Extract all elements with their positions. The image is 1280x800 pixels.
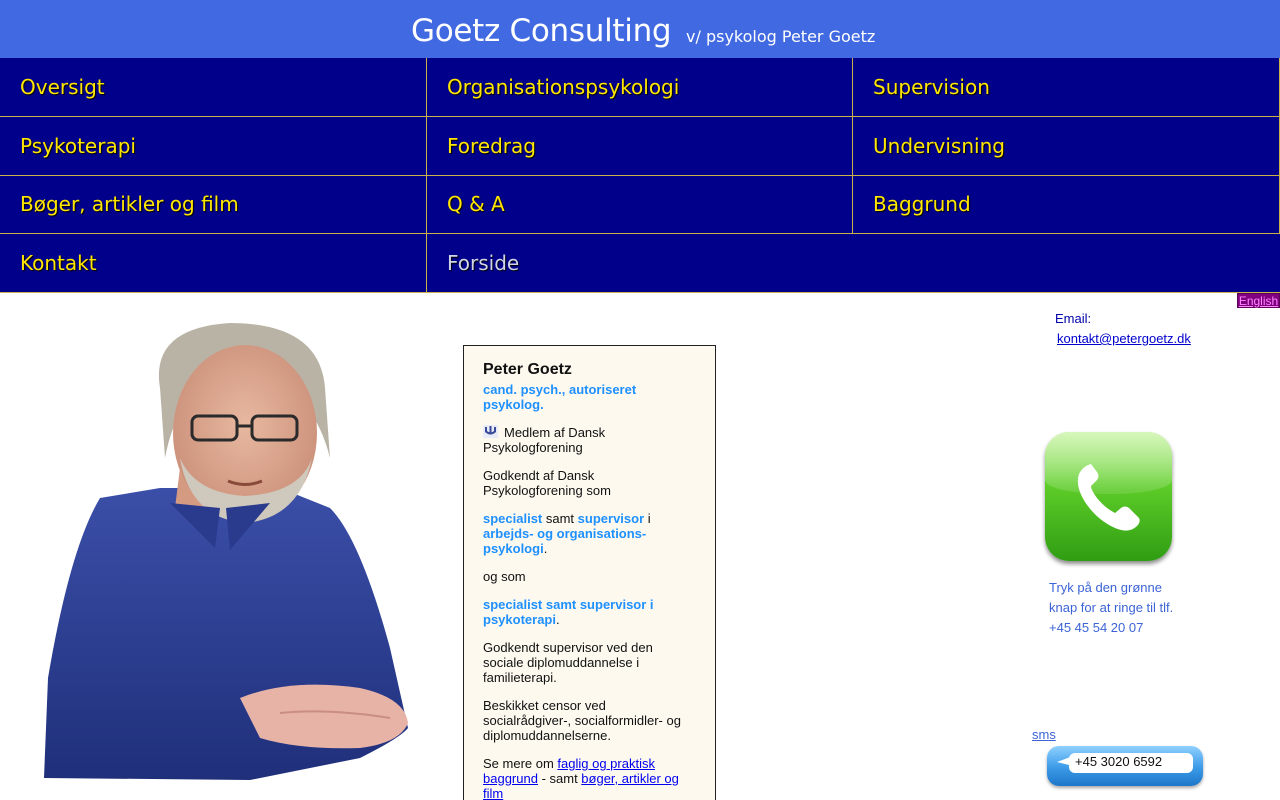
profile-title: cand. psych., autoriseret psykolog. <box>483 382 637 412</box>
work-psychology-label: arbejds- og organisations-psykologi <box>483 526 647 556</box>
sms-number: +45 3020 6592 <box>1069 753 1193 773</box>
see-more-line <box>483 756 696 800</box>
see-more-prefix: Se mere om <box>483 756 558 771</box>
psykologforening-logo-icon <box>483 425 498 438</box>
approved-text: Godkendt af Dansk Psykologforening som <box>483 468 611 498</box>
nav-item-supervision[interactable]: Supervision <box>853 58 1280 117</box>
censor-text: Beskikket censor ved socialrådgiver-, socialformidler- og diplomuddannelserne. <box>483 698 681 743</box>
profile-info-box <box>463 345 716 800</box>
nav-item-foredrag[interactable]: Foredrag <box>427 117 853 176</box>
specialist-label: specialist <box>483 511 543 526</box>
main-navigation <box>0 58 1280 293</box>
portrait-photo <box>30 318 430 788</box>
sms-button[interactable] <box>1047 746 1203 786</box>
call-instruction-text: Tryk på den grønne knap for at ringe til tlf. +45 45 54 20 07 <box>1049 580 1174 635</box>
profile-name: Peter Goetz <box>483 361 572 378</box>
call-button[interactable] <box>1045 432 1172 561</box>
nav-item-oversigt[interactable]: Oversigt <box>0 58 427 117</box>
samt-text: samt <box>542 511 578 526</box>
membership-text: Medlem af Dansk Psykologforening <box>483 425 606 455</box>
site-subtitle: v/ psykolog Peter Goetz <box>686 27 876 46</box>
specialist-psychotherapy-line <box>483 597 696 627</box>
nav-item-kontakt[interactable]: Kontakt <box>0 234 427 293</box>
site-header <box>0 0 1280 58</box>
membership-line <box>483 425 696 455</box>
supervisor-label: supervisor <box>577 511 645 526</box>
email-label: Email: <box>1055 311 1092 326</box>
nav-item-baggrund[interactable]: Baggrund <box>853 175 1280 234</box>
see-more-middle: - samt <box>537 771 582 786</box>
supervisor-text: Godkendt supervisor ved den sociale diplomuddannelse i familieterapi. <box>483 640 653 685</box>
nav-item-q-and-a[interactable]: Q & A <box>427 175 853 234</box>
specialist-work-line <box>483 511 696 556</box>
sms-link[interactable]: sms <box>1032 727 1056 742</box>
nav-item-organisationspsykologi[interactable]: Organisationspsykologi <box>427 58 853 117</box>
nav-item-undervisning[interactable]: Undervisning <box>853 117 1280 176</box>
nav-item-boeger-artikler-film[interactable]: Bøger, artikler og film <box>0 175 427 234</box>
psychotherapy-label: specialist samt supervisor i psykoterapi <box>483 597 654 627</box>
phone-icon <box>1069 456 1149 536</box>
period-text: . <box>543 541 548 556</box>
og-som-text: og som <box>483 569 526 584</box>
nav-item-forside: Forside <box>427 234 1280 293</box>
nav-item-psykoterapi[interactable]: Psykoterapi <box>0 117 427 176</box>
background-link[interactable]: faglig og praktisk baggrund <box>483 756 655 786</box>
i-text: i <box>644 511 651 526</box>
site-title: Goetz Consulting <box>411 13 672 49</box>
period-text-2: . <box>555 612 560 627</box>
english-language-link[interactable]: English <box>1238 294 1279 308</box>
books-articles-link[interactable]: bøger, artikler og film <box>483 771 679 800</box>
email-link[interactable]: kontakt@petergoetz.dk <box>1057 331 1191 346</box>
